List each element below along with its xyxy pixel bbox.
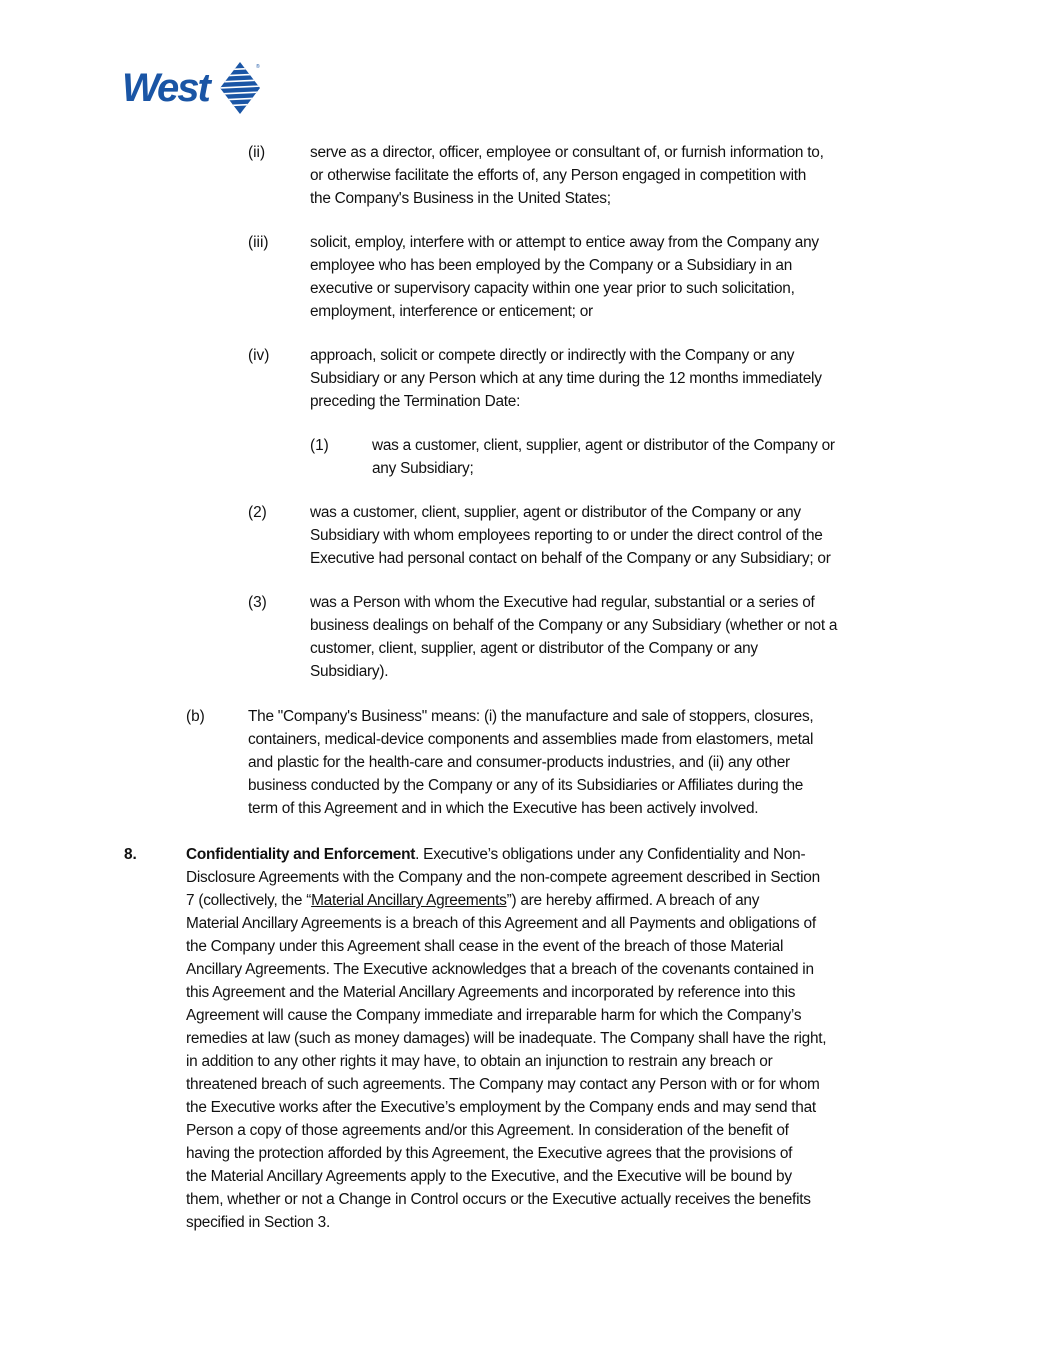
clause-text-line: Subsidiary). [310,663,389,680]
defined-term: Material Ancillary Agreements [311,892,507,909]
clause-text-line: and plastic for the health-care and consumer-products industries, and (ii) any other [248,754,790,771]
clause-text-line: approach, solicit or compete directly or indirectly with the Company or any [310,347,795,364]
clause-text-line: containers, medical-device components and assemblies made from elastomers, metal [248,731,814,748]
clause-label: (iii) [248,234,269,251]
section-text-line: specified in Section 3. [186,1214,330,1231]
section-text: ”) are hereby affirmed. A breach of any [506,892,760,909]
section-text-line: Ancillary Agreements. The Executive acknowledges that a breach of the covenants contained in [186,961,814,978]
clause-label: (b) [186,708,205,725]
section-text-line: in addition to any other rights it may have, to obtain an injunction to restrain any breach or [186,1053,773,1070]
clause-text-line: Subsidiary or any Person which at any time during the 12 months immediately [310,370,822,387]
section-text: . Executive’s obligations under any Confidentiality and Non- [415,846,806,863]
clause-text-line: preceding the Termination Date: [310,393,521,410]
clause-text-line: customer, client, supplier, agent or distributor of the Company or any [310,640,758,657]
clause-label: (iv) [248,347,270,364]
clause-text-line: employment, interference or enticement; or [310,303,593,320]
west-diamond-logo-icon [218,60,262,116]
section-text-line [186,889,759,912]
clause-label: (1) [310,437,329,454]
section-text-line: the Company under this Agreement shall cease in the event of the breach of those Material [186,938,784,955]
clause-text-line: any Subsidiary; [372,460,474,477]
clause-text-line: business conducted by the Company or any of its Subsidiaries or Affiliates during the [248,777,804,794]
svg-text:®: ® [256,64,260,70]
clause-text-line: executive or supervisory capacity within one year prior to such solicitation, [310,280,795,297]
clause-text-line: The "Company's Business" means: (i) the manufacture and sale of stoppers, closures, [248,708,814,725]
clause-text-line: term of this Agreement and in which the Executive has been actively involved. [248,800,759,817]
clause-text-line: Subsidiary with whom employees reporting to or under the direct control of the [310,527,823,544]
clause-text-line: or otherwise facilitate the efforts of, any Person engaged in competition with [310,167,807,184]
clause-text-line: employee who has been employed by the Company or a Subsidiary in an [310,257,793,274]
company-logo [122,60,262,118]
clause-text-line: Executive had personal contact on behalf of the Company or any Subsidiary; or [310,550,831,567]
clause-label: (ii) [248,144,266,161]
section-text-line: the Executive works after the Executive’s employment by the Company ends and may send that [186,1099,816,1116]
section-heading-line [186,843,805,866]
section-text-line: them, whether or not a Change in Control occurs or the Executive actually receives the benefits [186,1191,811,1208]
clause-text-line: was a customer, client, supplier, agent or distributor of the Company or [372,437,835,454]
section-text-line: Person a copy of those agreements and/or this Agreement. In consideration of the benefit of [186,1122,789,1139]
section-text-line: remedies at law (such as money damages) will be inadequate. The Company shall have the right, [186,1030,827,1047]
clause-text-line: serve as a director, officer, employee or consultant of, or furnish information to, [310,144,824,161]
section-number: 8. [124,846,137,863]
clause-text-line: business dealings on behalf of the Company or any Subsidiary (whether or not a [310,617,838,634]
logo-wordmark: West [122,66,209,110]
section-text-line: Material Ancillary Agreements is a breach of this Agreement and all Payments and obligations of [186,915,816,932]
section-text-line: Agreement will cause the Company immediate and irreparable harm for which the Company’s [186,1007,802,1024]
section-text-line: having the protection afforded by this Agreement, the Executive agrees that the provisions of [186,1145,793,1162]
clause-label: (2) [248,504,267,521]
section-text-line: this Agreement and the Material Ancillary Agreements and incorporated by reference into this [186,984,796,1001]
section-text-line: the Material Ancillary Agreements apply to the Executive, and the Executive will be bound by [186,1168,792,1185]
clause-label: (3) [248,594,267,611]
section-text-line: Disclosure Agreements with the Company and the non-compete agreement described in Section [186,869,820,886]
clause-text-line: the Company's Business in the United States; [310,190,611,207]
clause-text-line: was a Person with whom the Executive had regular, substantial or a series of [310,594,815,611]
section-heading: Confidentiality and Enforcement [186,846,416,863]
section-text-line: threatened breach of such agreements. The Company may contact any Person with or for whom [186,1076,820,1093]
clause-text-line: solicit, employ, interfere with or attempt to entice away from the Company any [310,234,819,251]
section-text: 7 (collectively, the “ [186,892,312,909]
clause-text-line: was a customer, client, supplier, agent or distributor of the Company or any [310,504,801,521]
